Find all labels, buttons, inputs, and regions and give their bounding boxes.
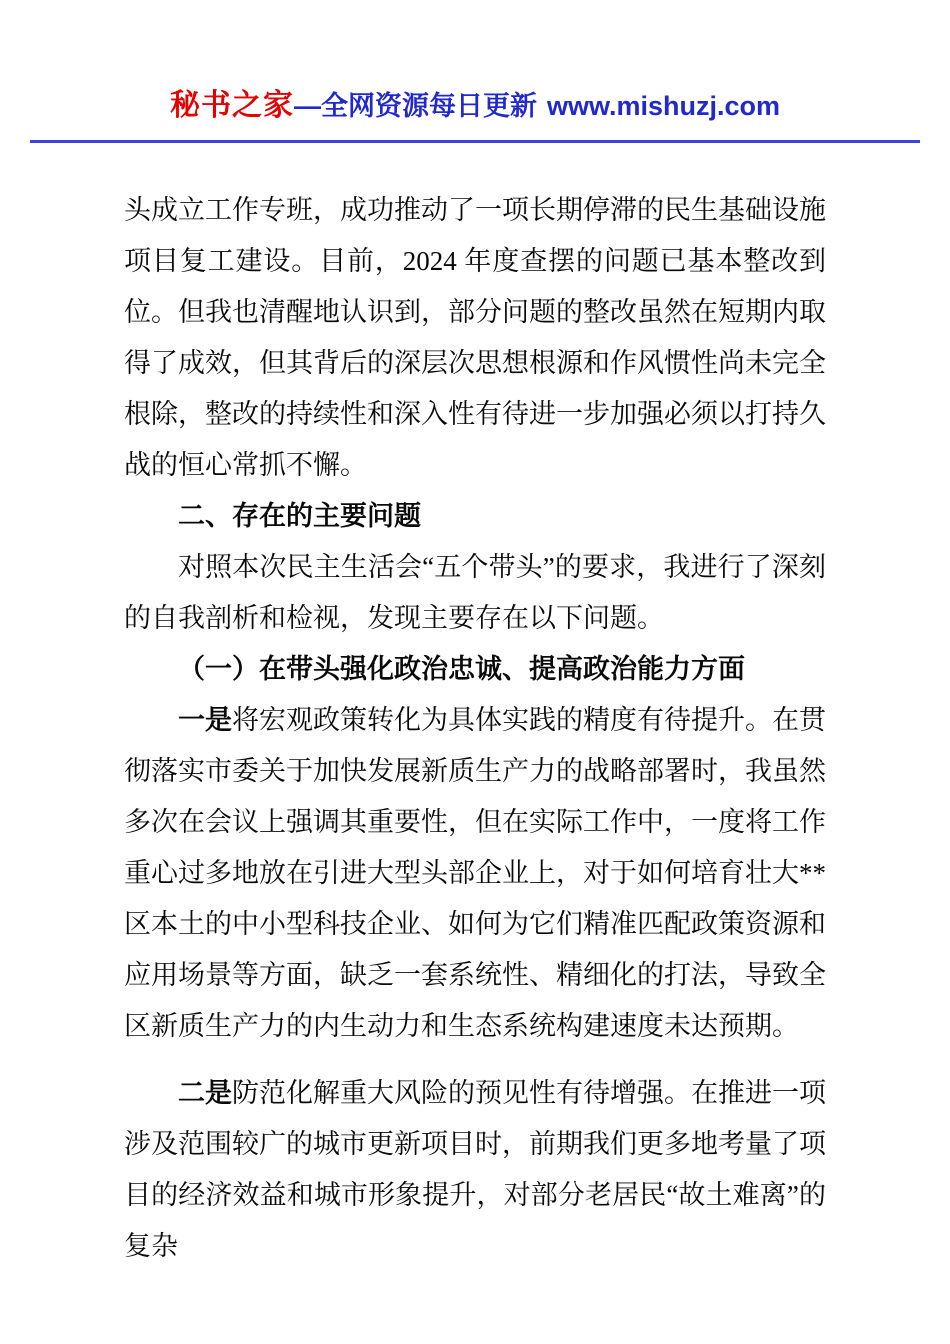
site-header	[0, 0, 950, 124]
site-url-link[interactable]: www.mishuzj.com	[546, 91, 781, 121]
point-one-text: 将宏观政策转化为具体实践的精度有待提升。在贯彻落实市委关于加快发展新质生产力的战略部署时，我虽然多次在会议上强调其重要性，但在实际工作中，一度将工作重心过多地放在引进大型头部企业上，对于如何培育壮大**区本土的中小型科技企业、如何为它们精准匹配政策资源和应用场景等方面，缺乏一套系统性、精细化的打法，导致全区新质生产力的内生动力和生态系统构建速度未达预期。	[124, 705, 826, 1041]
site-name: 秘书之家	[169, 89, 294, 122]
section-heading-main-problems: 二、存在的主要问题	[178, 501, 421, 531]
point-two-text: 防范化解重大风险的预见性有待增强。在推进一项涉及范围较广的城市更新项目时，前期我们更多地考量了项目的经济效益和城市形象提升，对部分老居民“故土难离”的复杂	[124, 1078, 826, 1261]
header-divider	[30, 140, 920, 143]
document-body	[124, 185, 826, 1272]
paragraph-continuation: 头成立工作专班，成功推动了一项长期停滞的民生基础设施项目复工建设。目前，2024 年度查摆的问题已基本整改到位。但我也清醒地认识到，部分问题的整改虽然在短期内取得了成效，但其背后的深层次思想根源和作风惯性尚未完全根除，整改的持续性和深入性有待进一步加强必须以打持久战的恒心常抓不懈。	[124, 195, 826, 480]
paragraph-point-two	[124, 1068, 826, 1272]
subsection-heading-political-loyalty: （一）在带头强化政治忠诚、提高政治能力方面	[178, 654, 745, 684]
paragraph-point-one	[124, 695, 826, 1052]
paragraph-intro: 对照本次民主生活会“五个带头”的要求，我进行了深刻的自我剖析和检视，发现主要存在以下问题。	[124, 552, 826, 633]
point-two-lead: 二是	[178, 1078, 232, 1108]
site-tagline: —全网资源每日更新	[293, 91, 537, 121]
point-one-lead: 一是	[178, 705, 232, 735]
